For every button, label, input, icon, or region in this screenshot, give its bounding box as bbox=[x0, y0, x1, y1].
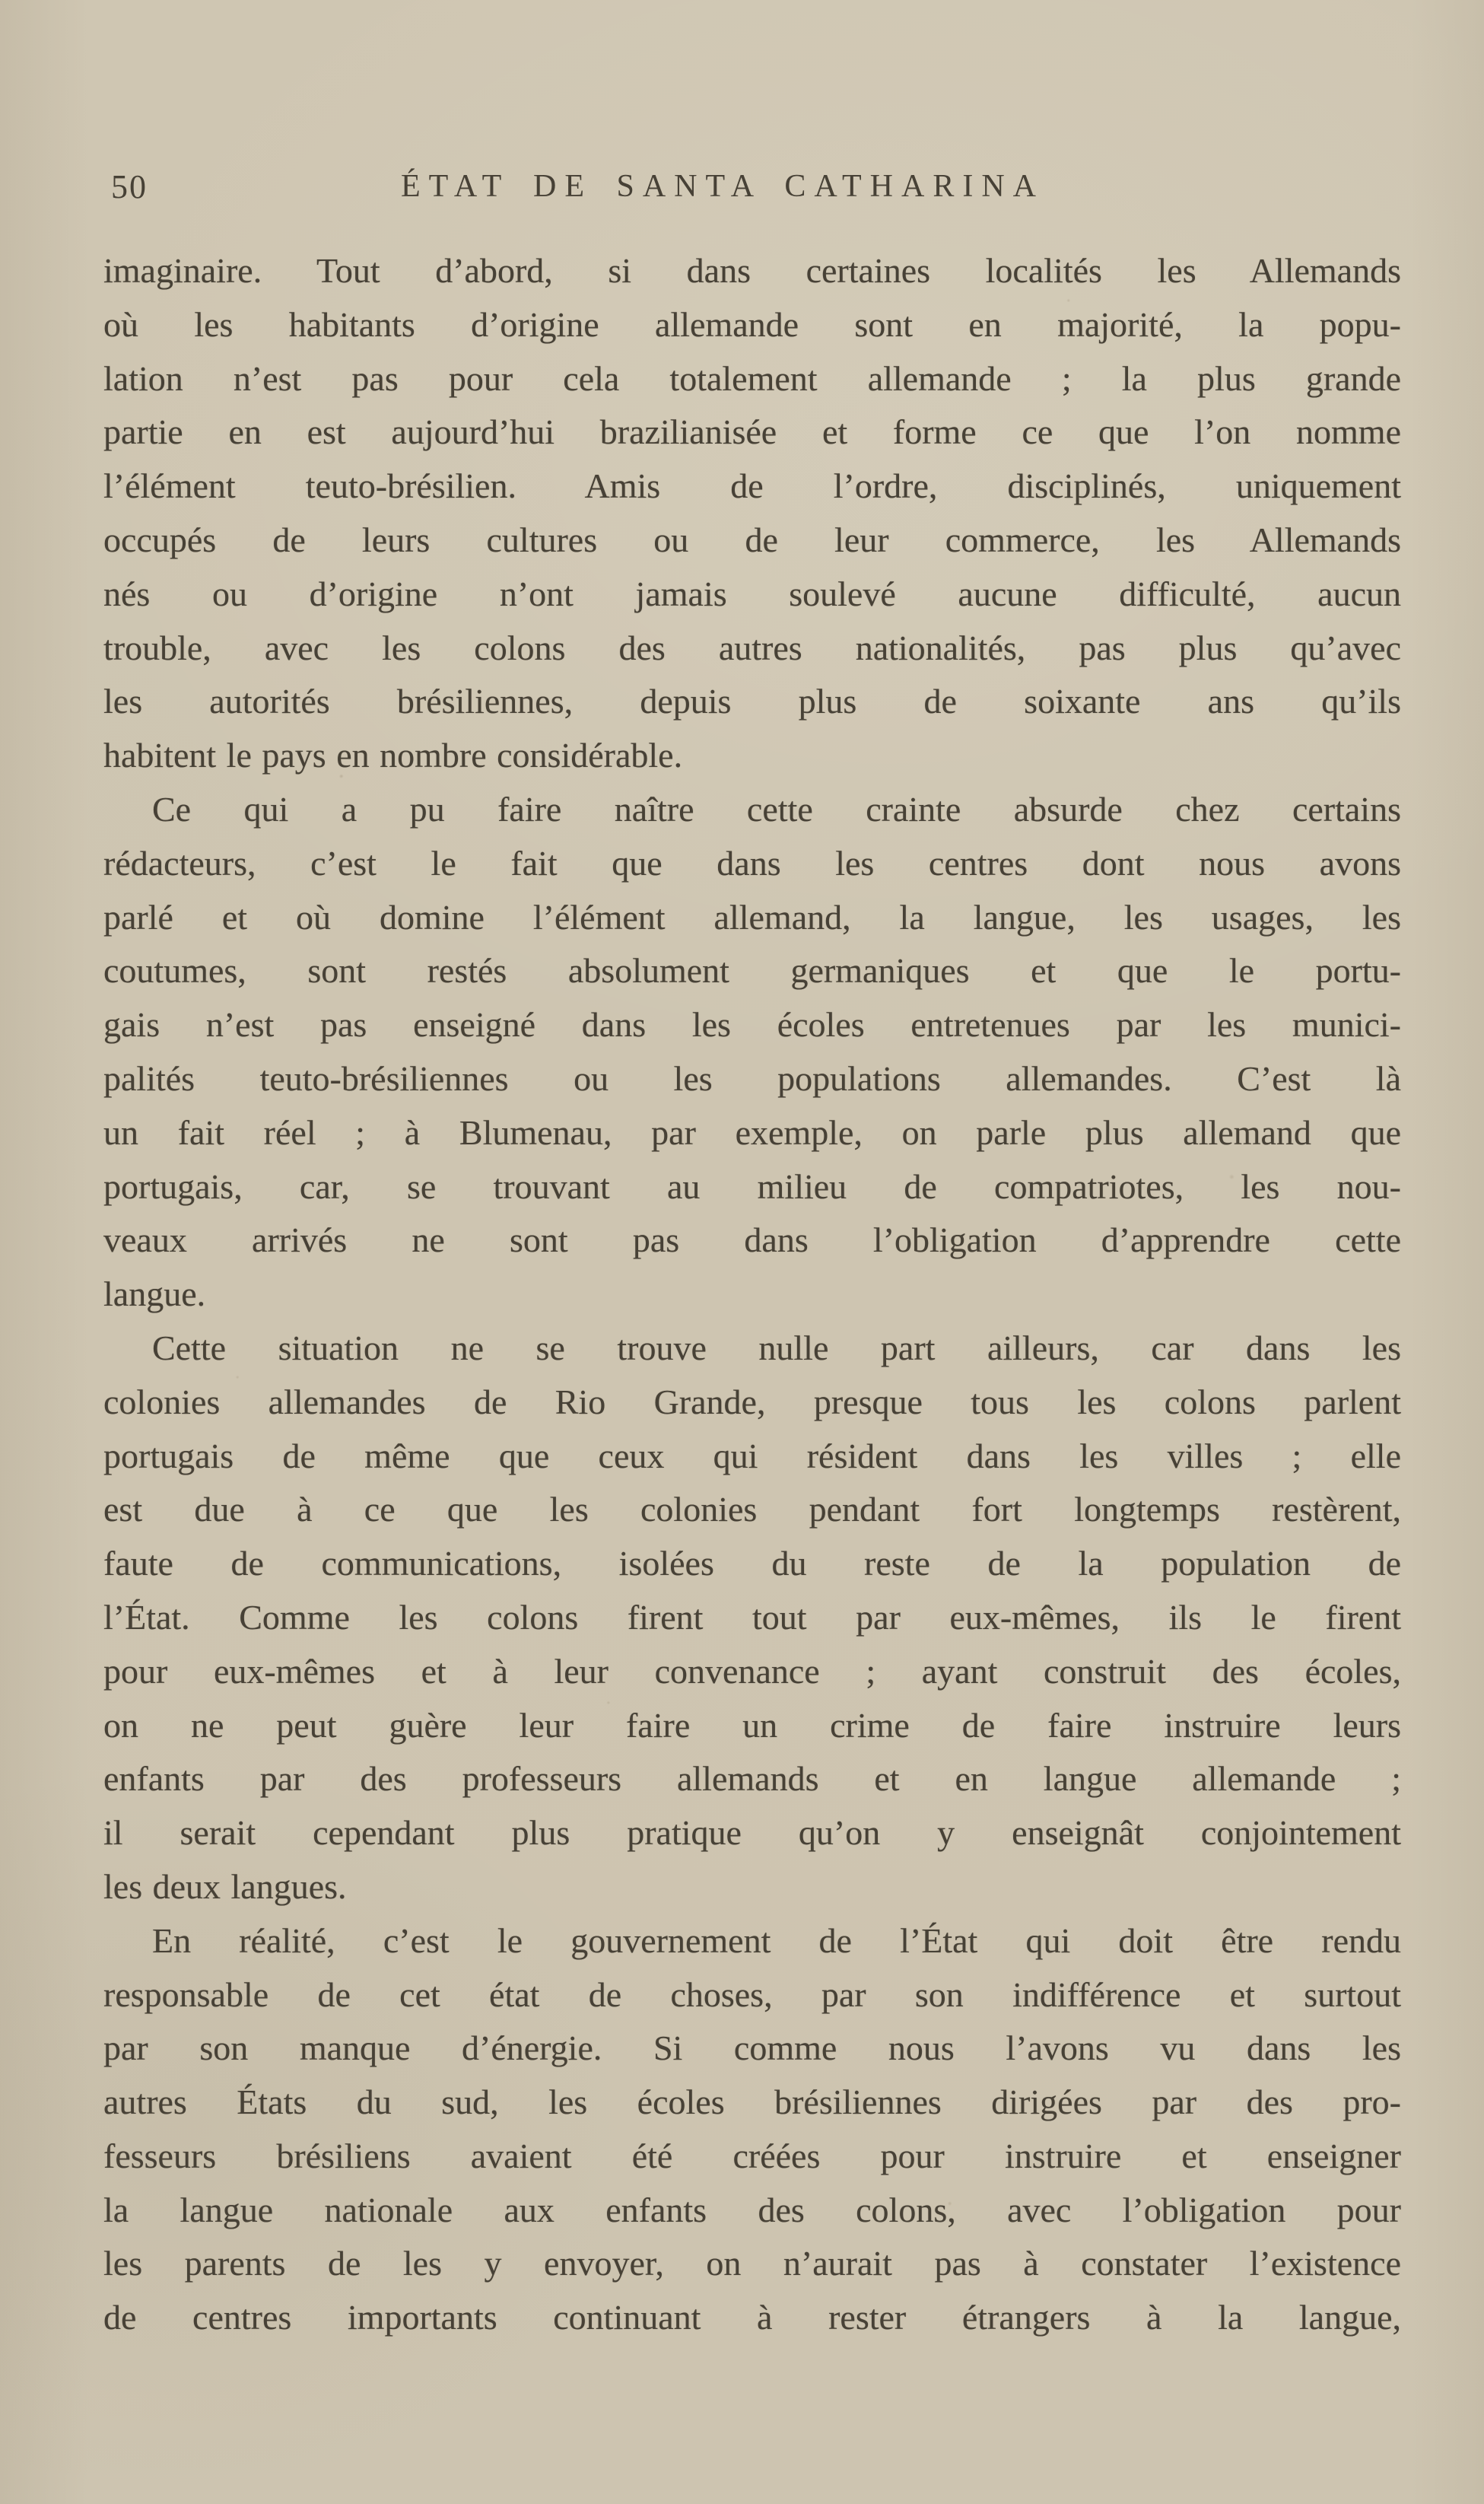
text-line: Cette situation ne se trouve nulle part ailleurs, car dans les bbox=[152, 1328, 1401, 1367]
text-line: fesseurs brésiliens avaient été créées pour instruire et enseigner bbox=[103, 2136, 1401, 2175]
text-line: rédacteurs, c’est le fait que dans les centres dont nous avons bbox=[103, 843, 1401, 883]
text-line: gais n’est pas enseigné dans les écoles entretenues par les munici- bbox=[103, 1005, 1401, 1045]
text-line: il serait cependant plus pratique qu’on y enseignât conjointement bbox=[103, 1813, 1401, 1853]
text-line: autres États du sud, les écoles brésiliennes dirigées par des pro- bbox=[103, 2082, 1401, 2122]
text-line: langue. bbox=[103, 1274, 206, 1314]
text-line: portugais, car, se trouvant au milieu de compatriotes, les nou- bbox=[103, 1166, 1401, 1206]
paragraph bbox=[103, 783, 1401, 1322]
text-line: les autorités brésiliennes, depuis plus de soixante ans qu’ils bbox=[103, 682, 1401, 721]
body-text bbox=[103, 244, 1401, 2345]
text-line: occupés de leurs cultures ou de leur commerce, les Allemands bbox=[103, 520, 1401, 559]
text-line: de centres importants continuant à rester étrangers à la langue, bbox=[103, 2298, 1401, 2337]
text-line: portugais de même que ceux qui résident dans les villes ; elle bbox=[103, 1436, 1401, 1475]
text-line: partie en est aujourd’hui brazilianisée et forme ce que l’on nomme bbox=[103, 412, 1401, 452]
text-line: coutumes, sont restés absolument germaniques et que le portu- bbox=[103, 951, 1401, 991]
text-line: où les habitants d’origine allemande sont en majorité, la popu- bbox=[103, 304, 1401, 344]
text-line: habitent le pays en nombre considérable. bbox=[103, 736, 683, 775]
text-line: les parents de les y envoyer, on n’aurait pas à constater l’existence bbox=[103, 2244, 1401, 2283]
text-line: colonies allemandes de Rio Grande, presque tous les colons parlent bbox=[103, 1382, 1401, 1421]
text-line: pour eux-mêmes et à leur convenance ; ayant construit des écoles, bbox=[103, 1651, 1401, 1691]
text-line: l’élément teuto-brésilien. Amis de l’ordre, disciplinés, uniquement bbox=[103, 466, 1401, 506]
text-line: parlé et où domine l’élément allemand, la langue, les usages, les bbox=[103, 897, 1401, 937]
text-line: l’État. Comme les colons firent tout par eux-mêmes, ils le firent bbox=[103, 1597, 1401, 1637]
text-line: Ce qui a pu faire naître cette crainte absurde chez certains bbox=[152, 789, 1401, 829]
page-number: 50 bbox=[111, 168, 148, 205]
text-line: nés ou d’origine n’ont jamais soulevé aucune difficulté, aucun bbox=[103, 574, 1401, 613]
text-line: veaux arrivés ne sont pas dans l’obligation d’apprendre cette bbox=[103, 1220, 1401, 1260]
paragraph bbox=[103, 1914, 1401, 2345]
text-line: En réalité, c’est le gouvernement de l’État qui doit être rendu bbox=[152, 1920, 1401, 1960]
text-line: est due à ce que les colonies pendant fort longtemps restèrent, bbox=[103, 1490, 1401, 1529]
paragraph bbox=[103, 1322, 1401, 1914]
running-title: ÉTAT DE SANTA CATHARINA bbox=[400, 169, 1044, 204]
text-line: imaginaire. Tout d’abord, si dans certaines localités les Allemands bbox=[103, 251, 1401, 290]
text-line: la langue nationale aux enfants des colons, avec l’obligation pour bbox=[103, 2190, 1401, 2229]
paragraph bbox=[103, 244, 1401, 783]
text-line: faute de communications, isolées du reste de la population de bbox=[103, 1544, 1401, 1583]
text-line: par son manque d’énergie. Si comme nous l’avons vu dans les bbox=[103, 2028, 1401, 2068]
text-line: un fait réel ; à Blumenau, par exemple, on parle plus allemand que bbox=[103, 1112, 1401, 1152]
text-line: on ne peut guère leur faire un crime de faire instruire leurs bbox=[103, 1705, 1401, 1745]
text-line: palités teuto-brésiliennes ou les populations allemandes. C’est là bbox=[103, 1058, 1401, 1098]
text-line: lation n’est pas pour cela totalement allemande ; la plus grande bbox=[103, 358, 1401, 398]
text-line: enfants par des professeurs allemands et en langue allemande ; bbox=[103, 1759, 1401, 1799]
text-line: responsable de cet état de choses, par son indifférence et surtout bbox=[103, 1974, 1401, 2014]
text-line: trouble, avec les colons des autres nationalités, pas plus qu’avec bbox=[103, 628, 1401, 667]
text-line: les deux langues. bbox=[103, 1866, 347, 1906]
